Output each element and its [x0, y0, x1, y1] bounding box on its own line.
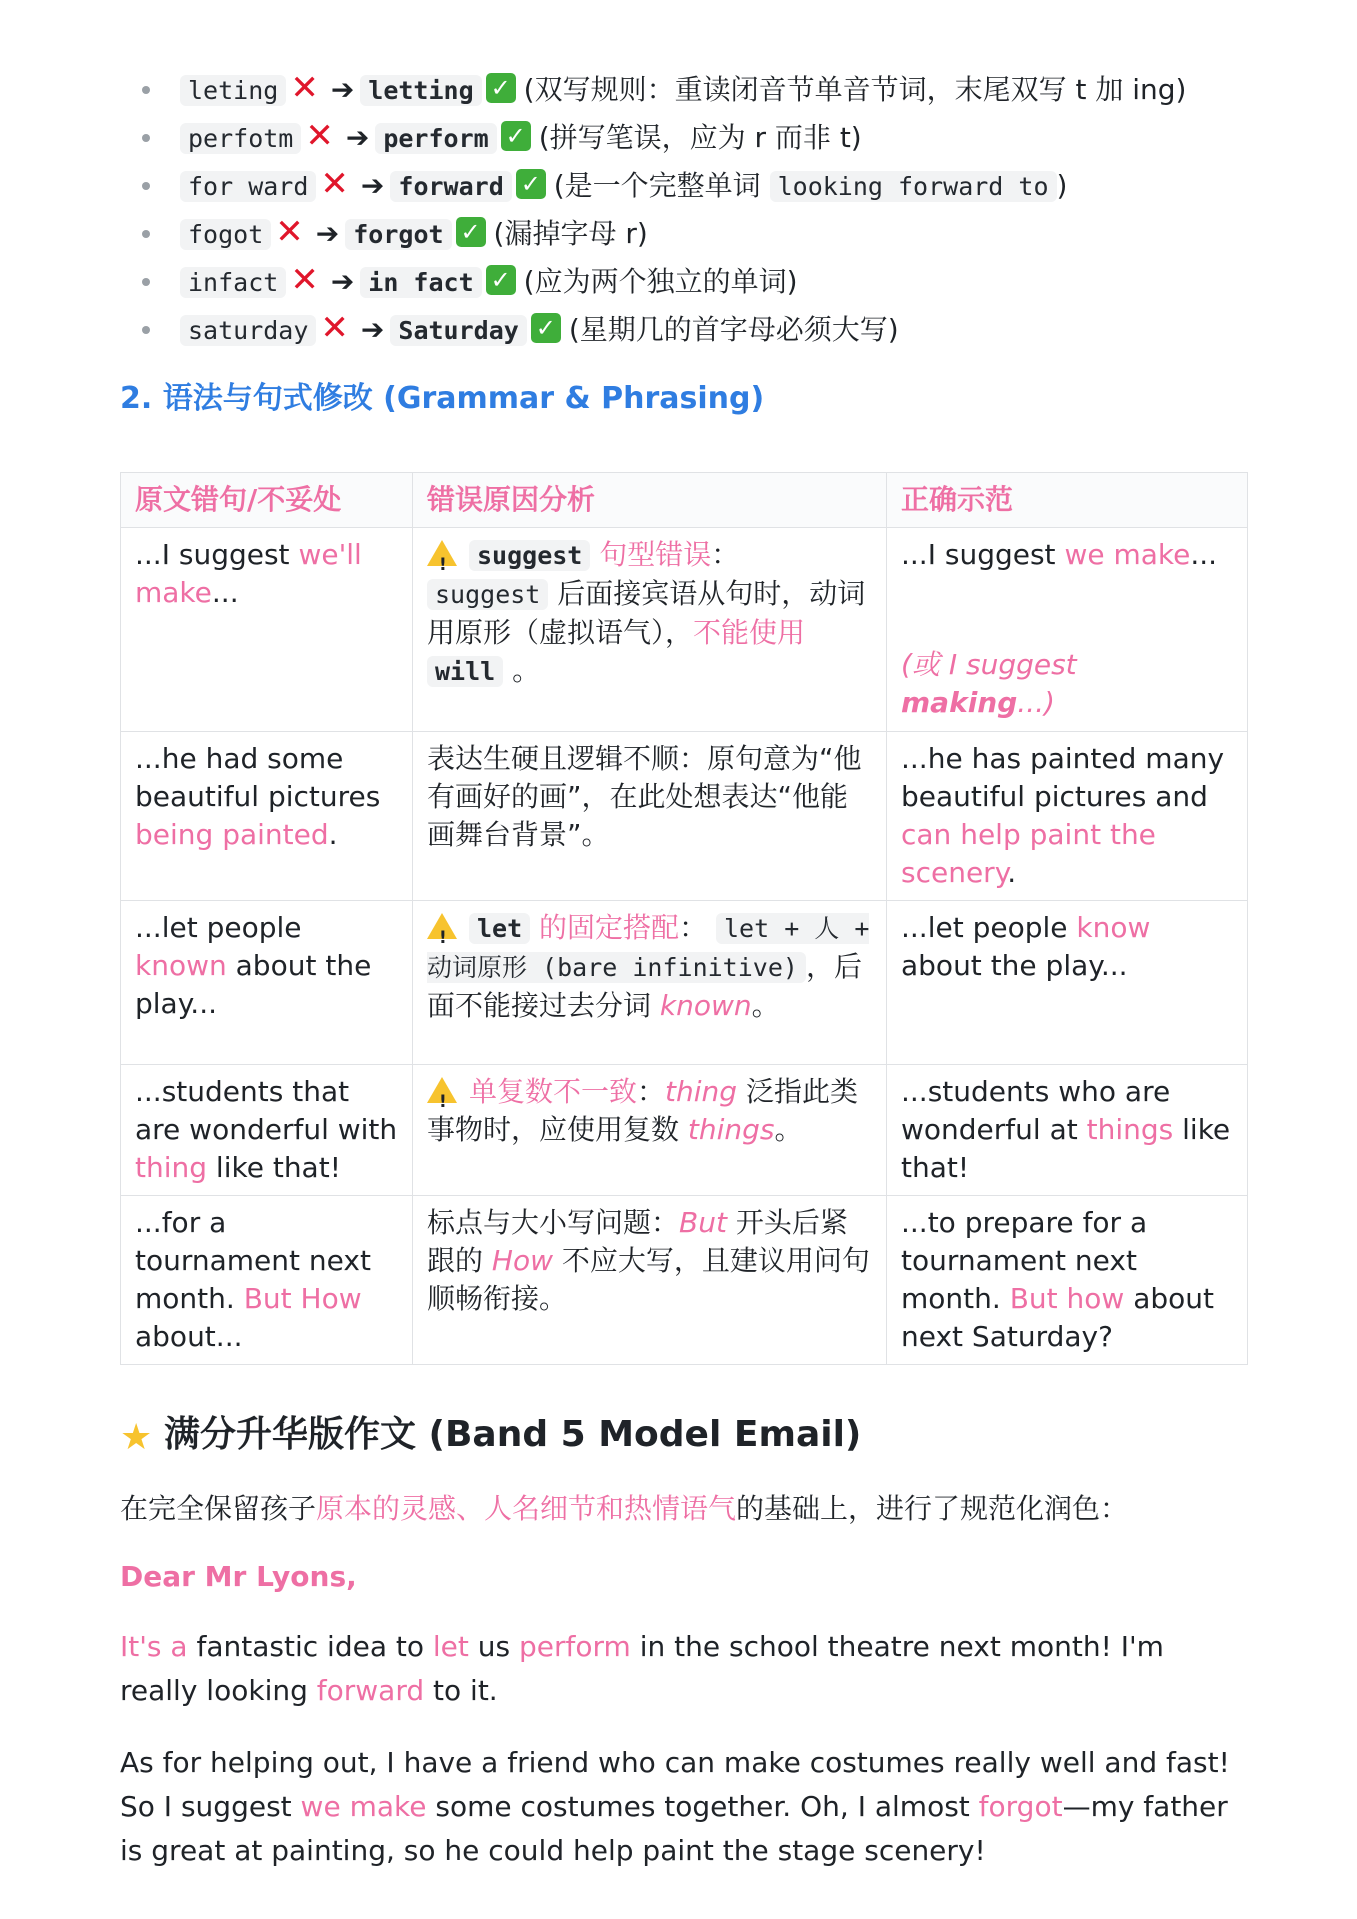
text: 表达生硬且逻辑不顺：原句意为“他有画好的画”，在此处想表达“他能画舞台背景”。 — [427, 742, 862, 851]
list-item — [120, 256, 1237, 304]
text: ...students that are wonderful with — [135, 1075, 398, 1146]
text: 。 — [774, 1113, 803, 1146]
correct-cell — [887, 1065, 1248, 1196]
highlight: known — [135, 949, 227, 982]
text: . — [328, 818, 338, 851]
section-title-grammar: 2. 语法与句式修改 (Grammar & Phrasing) — [120, 381, 765, 416]
check-icon: ✓ — [486, 265, 516, 295]
highlight: But how — [1009, 1282, 1125, 1315]
text: about next Saturday? — [901, 1282, 1214, 1353]
correct-word: forward — [390, 171, 511, 202]
text: in the school theatre next month! I'm really looking — [120, 1630, 1164, 1707]
highlight: things — [687, 1113, 775, 1146]
original-cell — [121, 1196, 413, 1365]
spelling-list — [120, 0, 1237, 352]
wrong-word: for ward — [180, 171, 316, 202]
correct-cell — [887, 901, 1248, 1065]
correct-cell — [887, 732, 1248, 901]
code: let + 人 + 动词原形 (bare infinitive) — [427, 914, 870, 982]
highlight: known — [659, 989, 752, 1022]
highlight: forgot — [978, 1790, 1063, 1823]
text: ...students who are wonderful at — [901, 1075, 1171, 1146]
model-essay-title — [120, 1405, 1237, 1465]
code: suggest — [469, 540, 590, 571]
code: will — [427, 656, 503, 687]
arrow-right-icon: ➔ — [330, 73, 355, 106]
wrong-word: saturday — [180, 315, 316, 346]
check-icon: ✓ — [531, 313, 561, 343]
highlight: 的固定搭配 — [530, 911, 680, 944]
text: ： — [711, 538, 740, 571]
text: ： — [679, 911, 708, 944]
text: us — [468, 1630, 520, 1663]
code: let — [469, 913, 530, 944]
check-icon: ✓ — [501, 121, 531, 151]
highlight: we make — [300, 1790, 427, 1823]
highlight: can help paint the scenery — [901, 818, 1156, 889]
note: (拼写笔误，应为 r 而非 t) — [538, 121, 862, 154]
analysis-cell — [413, 528, 887, 732]
text: some costumes together. Oh, I almost — [426, 1790, 979, 1823]
highlight: It's a — [120, 1630, 188, 1663]
note: (星期几的首字母必须大写) — [568, 313, 899, 346]
email-paragraph-1 — [120, 1625, 1237, 1713]
analysis-cell — [413, 732, 887, 901]
highlight: thing — [665, 1075, 738, 1108]
cross-icon: ✕ — [320, 164, 349, 204]
highlight: things — [1086, 1113, 1174, 1146]
arrow-right-icon: ➔ — [360, 169, 385, 202]
code: suggest — [427, 579, 548, 610]
text: 。 — [503, 654, 541, 687]
column-header: 原文错句/不妥处 — [121, 473, 413, 528]
list-item — [120, 160, 1237, 208]
text: 的基础上，进行了规范化润色： — [736, 1492, 1129, 1525]
highlight: How — [491, 1244, 553, 1277]
alt-text: (或 I suggest — [901, 648, 1077, 681]
email-greeting: Dear Mr Lyons, — [120, 1560, 357, 1593]
check-icon: ✓ — [486, 73, 516, 103]
highlight: being painted — [135, 818, 329, 851]
note-code: looking forward to — [770, 171, 1057, 202]
correct-word: in fact — [360, 267, 481, 298]
column-header: 正确示范 — [887, 473, 1248, 528]
table-row — [121, 528, 1248, 732]
check-icon: ✓ — [516, 169, 546, 199]
wrong-word: fogot — [180, 219, 271, 250]
correct-word: Saturday — [390, 315, 526, 346]
text: ...for a tournament next month. — [135, 1206, 371, 1315]
cross-icon: ✕ — [290, 68, 319, 108]
text: ...let people — [901, 911, 1077, 944]
text: 不应大写，且建议用问句顺畅衔接。 — [427, 1244, 870, 1315]
highlight: 句型错误 — [599, 538, 712, 571]
wrong-word: infact — [180, 267, 286, 298]
highlight: let — [432, 1630, 469, 1663]
text: ... — [1190, 538, 1218, 571]
original-cell — [121, 901, 413, 1065]
list-item — [120, 304, 1237, 352]
column-header: 错误原因分析 — [413, 473, 887, 528]
text: 标点与大小写问题： — [427, 1206, 680, 1239]
highlight: 单复数不一致 — [469, 1075, 638, 1108]
arrow-right-icon: ➔ — [360, 313, 385, 346]
list-item — [120, 208, 1237, 256]
correct-cell — [887, 1196, 1248, 1365]
highlight: we'll make — [135, 538, 362, 609]
list-item — [120, 64, 1237, 112]
grammar-table — [120, 472, 1248, 1365]
analysis-cell — [413, 901, 887, 1065]
text: ...I suggest — [901, 538, 1065, 571]
highlight: we make — [1064, 538, 1191, 571]
cross-icon: ✕ — [290, 260, 319, 300]
highlight: But — [679, 1206, 727, 1239]
text: 泛指此类事物时，应使用复数 — [427, 1075, 858, 1146]
text: like that! — [207, 1151, 341, 1184]
text: 开头后紧跟的 — [427, 1206, 848, 1277]
wrong-word: perfotm — [180, 123, 301, 154]
note-end: ) — [1056, 169, 1068, 202]
original-cell — [121, 732, 413, 901]
analysis-cell — [413, 1196, 887, 1365]
text: ...he had some beautiful pictures — [135, 742, 381, 813]
text: ，后面不能接过去分词 — [427, 950, 862, 1022]
warning-icon — [427, 913, 457, 939]
table-row — [121, 1196, 1248, 1365]
table-row — [121, 1065, 1248, 1196]
text: ...I suggest — [135, 538, 299, 571]
highlight: perform — [519, 1630, 631, 1663]
text: about the play... — [135, 949, 372, 1020]
highlight: 不能使用 — [693, 616, 806, 649]
text: ...he has painted many beautiful pictures and — [901, 742, 1225, 813]
text: 。 — [751, 989, 780, 1022]
table-header-row — [121, 473, 1248, 528]
text: . — [1007, 856, 1017, 889]
star-icon — [120, 1414, 154, 1448]
cross-icon: ✕ — [320, 308, 349, 348]
original-cell — [121, 1065, 413, 1196]
note: (是一个完整单词 — [553, 169, 761, 202]
check-icon: ✓ — [456, 217, 486, 247]
text: about the play... — [901, 949, 1128, 982]
text: 后面接宾语从句时，动词用原形（虚拟语气）， — [427, 577, 866, 649]
table-row — [121, 901, 1248, 1065]
highlight: know — [1076, 911, 1151, 944]
warning-icon — [427, 540, 457, 566]
text: As for helping out, I have a friend who can make costumes really well and fast! So I suggest — [120, 1746, 1230, 1823]
text: ...let people — [135, 911, 302, 944]
text: ...to prepare for a tournament next month. — [901, 1206, 1148, 1315]
arrow-right-icon: ➔ — [330, 265, 355, 298]
email-paragraph-2 — [120, 1741, 1237, 1873]
correct-word: forgot — [345, 219, 451, 250]
text: fantastic idea to — [187, 1630, 433, 1663]
analysis-cell — [413, 1065, 887, 1196]
arrow-right-icon: ➔ — [345, 121, 370, 154]
list-item — [120, 112, 1237, 160]
note: (漏掉字母 r) — [493, 217, 648, 250]
title-text: 满分升华版作文 (Band 5 Model Email) — [164, 1414, 862, 1455]
alt-text: ...) — [1017, 686, 1055, 719]
text: —my father is great at painting, so he could help paint the stage scenery! — [120, 1790, 1228, 1867]
highlight: 原本的灵感、人名细节和热情语气 — [316, 1492, 737, 1525]
note: (应为两个独立的单词) — [523, 265, 798, 298]
text: to it. — [424, 1674, 498, 1707]
wrong-word: leting — [180, 75, 286, 106]
highlight: thing — [135, 1151, 208, 1184]
table-row — [121, 732, 1248, 901]
original-cell — [121, 528, 413, 732]
warning-icon — [427, 1077, 457, 1103]
cross-icon: ✕ — [275, 212, 304, 252]
text: 在完全保留孩子 — [120, 1492, 317, 1525]
highlight: forward — [316, 1674, 425, 1707]
correct-cell — [887, 528, 1248, 732]
arrow-right-icon: ➔ — [315, 217, 340, 250]
highlight: But How — [243, 1282, 362, 1315]
correct-word: perform — [375, 123, 496, 154]
text: ... — [211, 576, 239, 609]
correct-word: letting — [360, 75, 481, 106]
text: ： — [637, 1075, 666, 1108]
text: about... — [135, 1320, 243, 1353]
intro-paragraph — [120, 1489, 1237, 1529]
text: like that! — [901, 1113, 1231, 1184]
cross-icon: ✕ — [305, 116, 334, 156]
alt-highlight: making — [901, 686, 1018, 719]
note: (双写规则：重读闭音节单音节词，末尾双写 t 加 ing) — [523, 73, 1187, 106]
